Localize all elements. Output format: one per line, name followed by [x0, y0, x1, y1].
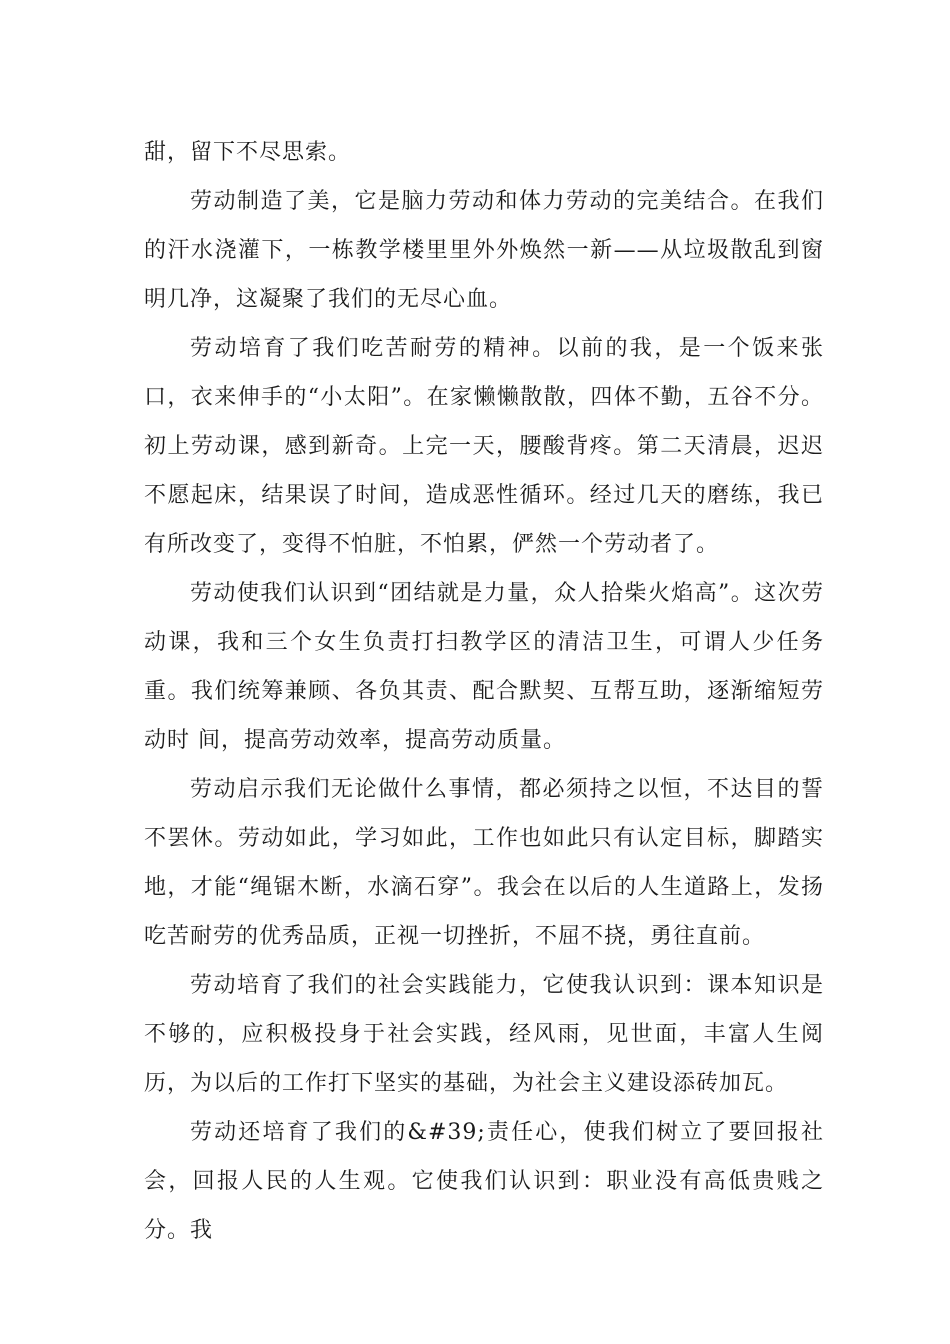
- document-body: [144, 128, 824, 1255]
- paragraph-hardwork: 劳动培育了我们吃苦耐劳的精神。以前的我，是一个饭来张口，衣来伸手的“小太阳”。在家懒懒散散，四体不勤，五谷不分。初上劳动课，感到新奇。上完一天，腰酸背疼。第二天清晨，迟迟不愿起床，结果误了时间，造成恶性循环。经过几天的磨练，我已有所改变了，变得不怕脏，不怕累，俨然一个劳动者了。: [144, 336, 824, 557]
- paragraph-responsibility: 劳动还培育了我们的&#39;责任心，使我们树立了要回报社会，回报人民的人生观。它使我们认识到：职业没有高低贵贱之分。我: [144, 1120, 824, 1243]
- paragraph-teamwork: 劳动使我们认识到“团结就是力量，众人拾柴火焰高”。这次劳动课，我和三个女生负责打扫教学区的清洁卫生，可谓人少任务重。我们统筹兼顾、各负其责、配合默契、互帮互助，逐渐缩短劳动时 间，提高劳动效率，提高劳动质量。: [144, 581, 824, 753]
- paragraph-continuation: 甜，留下不尽思索。: [144, 140, 352, 165]
- paragraph-perseverance: 劳动启示我们无论做什么事情，都必须持之以恒，不达目的誓不罢休。劳动如此，学习如此，工作也如此只有认定目标，脚踏实地，才能“绳锯木断，水滴石穿”。我会在以后的人生道路上，发扬吃苦耐劳的优秀品质，正视一切挫折，不屈不挠，勇往直前。: [144, 777, 824, 949]
- paragraph-social-practice: 劳动培育了我们的社会实践能力，它使我认识到：课本知识是不够的，应积极投身于社会实践，经风雨，见世面，丰富人生阅历，为以后的工作打下坚实的基础，为社会主义建设添砖加瓦。: [144, 973, 824, 1096]
- paragraph-beauty: 劳动制造了美，它是脑力劳动和体力劳动的完美结合。在我们的汗水浇灌下，一栋教学楼里里外外焕然一新——从垃圾散乱到窗明几净，这凝聚了我们的无尽心血。: [144, 189, 824, 312]
